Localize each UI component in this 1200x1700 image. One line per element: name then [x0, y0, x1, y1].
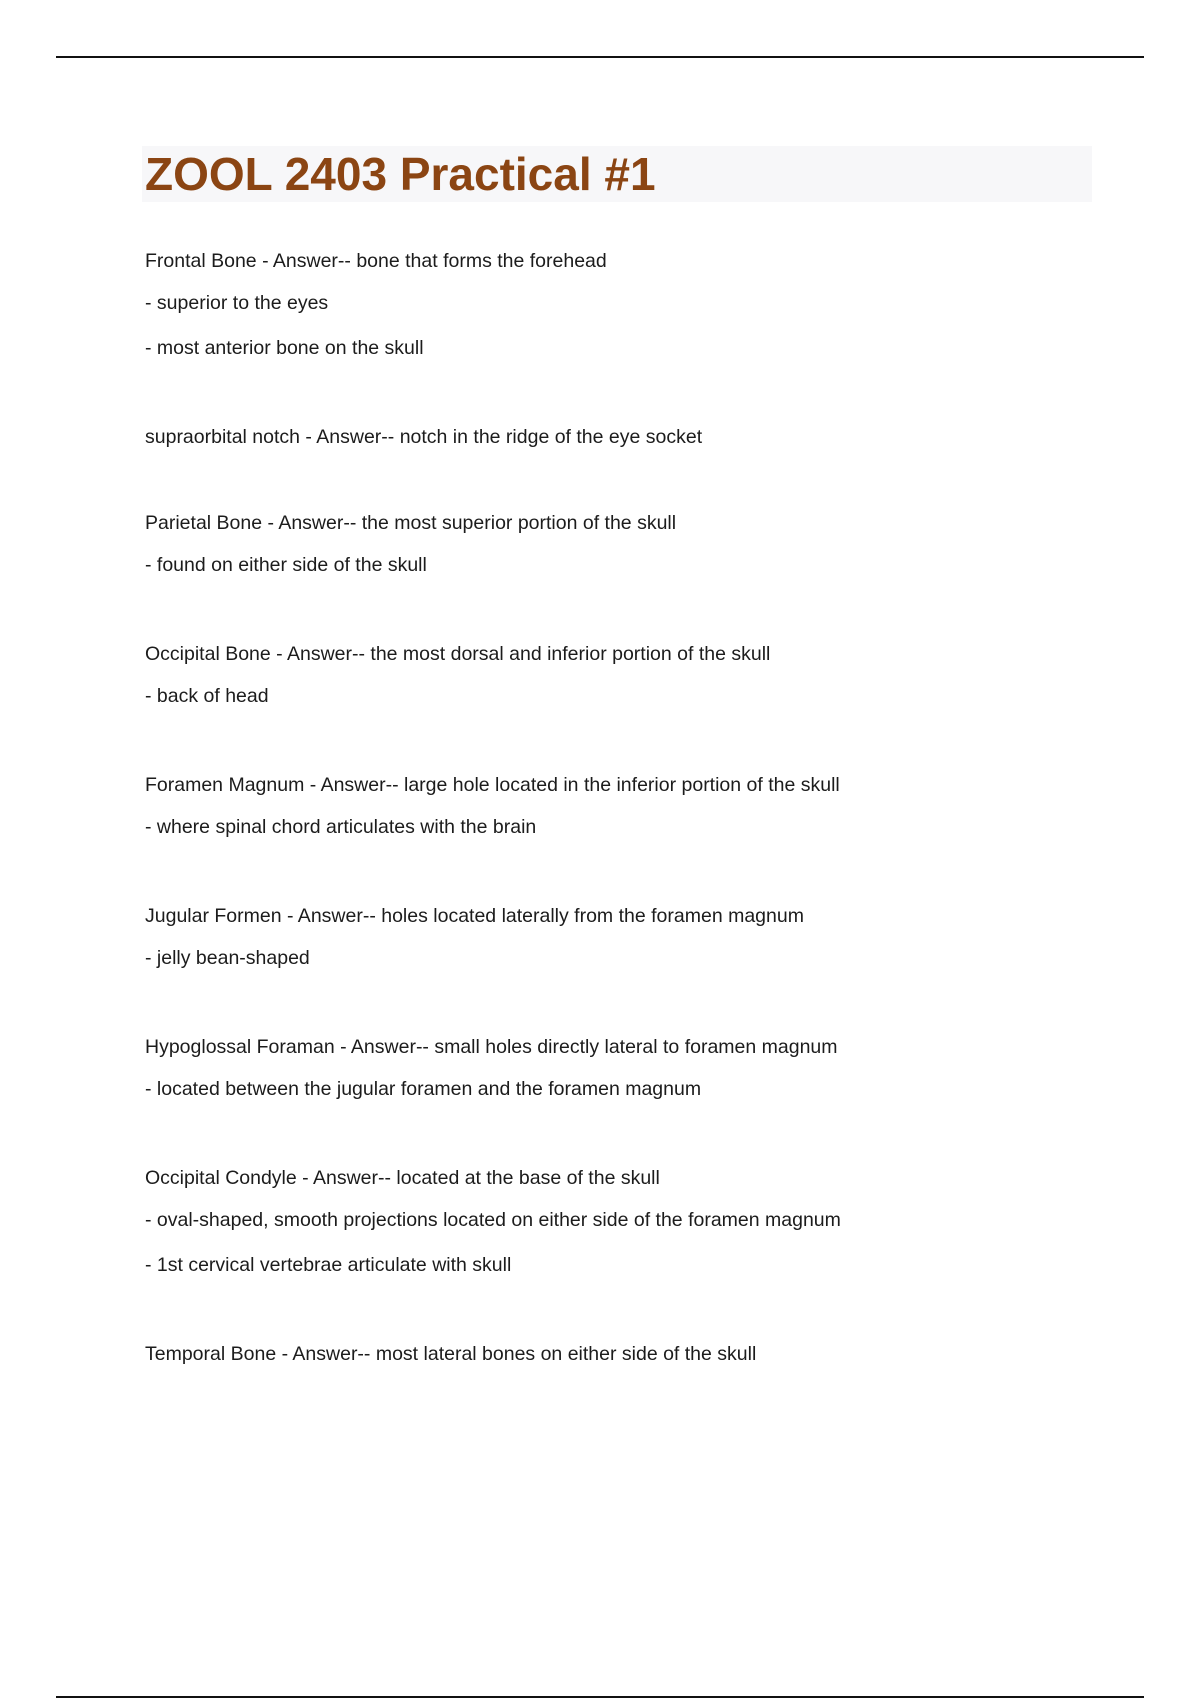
term-answer-line: Parietal Bone - Answer-- the most superior portion of the skull [145, 512, 677, 534]
bottom-divider [56, 1696, 1144, 1698]
term-answer-line: Jugular Formen - Answer-- holes located laterally from the foramen magnum [145, 905, 804, 927]
detail-line: - found on either side of the skull [145, 554, 427, 576]
detail-line: - most anterior bone on the skull [145, 337, 424, 359]
detail-line: - back of head [145, 685, 269, 707]
term-answer-line: Foramen Magnum - Answer-- large hole located in the inferior portion of the skull [145, 774, 840, 796]
term-answer-line: Hypoglossal Foraman - Answer-- small holes directly lateral to foramen magnum [145, 1036, 838, 1058]
flashcard-entry [145, 1334, 1095, 1374]
flashcard-entry [145, 896, 1095, 981]
term-answer-line: Occipital Condyle - Answer-- located at the base of the skull [145, 1167, 660, 1189]
term-answer-line: Occipital Bone - Answer-- the most dorsal and inferior portion of the skull [145, 643, 771, 665]
detail-line: - oval-shaped, smooth projections located on either side of the foramen magnum [145, 1209, 841, 1231]
detail-line: - located between the jugular foramen and the foramen magnum [145, 1078, 702, 1100]
detail-line: - jelly bean-shaped [145, 947, 310, 969]
detail-line: - 1st cervical vertebrae articulate with skull [145, 1254, 512, 1276]
term-answer-line: supraorbital notch - Answer-- notch in the ridge of the eye socket [145, 426, 703, 448]
document-title: ZOOL 2403 Practical #1 [145, 148, 656, 200]
top-divider [56, 56, 1144, 58]
flashcard-entry [145, 1027, 1095, 1112]
detail-line: - superior to the eyes [145, 292, 329, 314]
term-answer-line: Temporal Bone - Answer-- most lateral bones on either side of the skull [145, 1343, 757, 1365]
flashcard-entry [145, 634, 1095, 719]
flashcard-entry [145, 1158, 1095, 1288]
flashcard-list [145, 241, 1095, 1420]
flashcard-entry [145, 503, 1095, 588]
flashcard-entry [145, 765, 1095, 850]
detail-line: - where spinal chord articulates with the brain [145, 816, 537, 838]
term-answer-line: Frontal Bone - Answer-- bone that forms the forehead [145, 250, 607, 272]
flashcard-entry [145, 417, 1095, 457]
flashcard-entry [145, 241, 1095, 371]
